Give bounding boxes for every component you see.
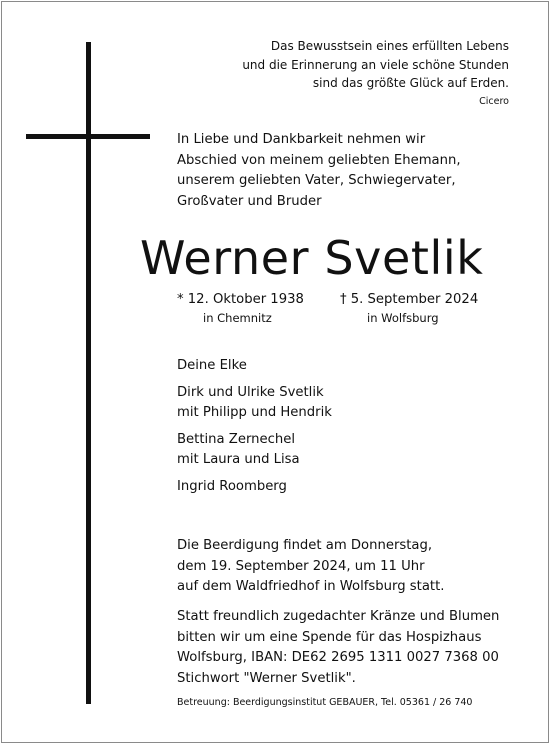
funeral-line: auf dem Waldfriedhof in Wolfsburg statt.	[177, 579, 445, 594]
mourner-line: Dirk und Ulrike Svetlik	[177, 384, 324, 400]
funeral-home-credit: Betreuung: Beerdigungsinstitut GEBAUER, Tel. 05361 / 26 740	[177, 697, 473, 708]
donation-request	[177, 607, 499, 689]
mourner-line: Deine Elke	[177, 358, 247, 373]
cross-horizontal-bar	[26, 134, 150, 139]
birth-place: in Chemnitz	[203, 311, 272, 325]
cross-vertical-bar	[86, 42, 91, 704]
quote-text	[242, 37, 509, 93]
intro-line: In Liebe und Dankbarkeit nehmen wir	[177, 132, 426, 147]
donation-line: bitten wir um eine Spende für das Hospizhaus	[177, 629, 482, 645]
deceased-name: Werner Svetlik	[140, 231, 484, 285]
intro-text	[177, 130, 461, 212]
mourner-line: Ingrid Roomberg	[177, 478, 287, 494]
funeral-line: dem 19. September 2024, um 11 Uhr	[177, 558, 425, 574]
donation-line: Statt freundlich zugedachter Kränze und Blumen	[177, 609, 500, 624]
mourners-list	[177, 356, 332, 503]
death-date: † 5. September 2024	[340, 292, 479, 307]
mourner-line: Bettina Zernechel	[177, 431, 295, 447]
quote-line: sind das größte Glück auf Erden.	[312, 76, 509, 90]
intro-line: Abschied von meinem geliebten Ehemann,	[177, 152, 461, 168]
mourner-group	[177, 383, 332, 424]
donation-line: Wolfsburg, IBAN: DE62 2695 1311 0027 7368 00	[177, 650, 499, 665]
mourner-line: mit Laura und Lisa	[177, 452, 300, 467]
donation-line: Stichwort "Werner Svetlik".	[177, 670, 356, 686]
quote-author: Cicero	[479, 96, 509, 107]
quote-line: Das Bewusstsein eines erfüllten Lebens	[270, 39, 509, 53]
birth-date: * 12. Oktober 1938	[177, 292, 304, 307]
death-place: in Wolfsburg	[367, 311, 439, 325]
mourner-group	[177, 477, 332, 498]
quote-line: und die Erinnerung an viele schöne Stunden	[242, 57, 509, 72]
mourner-group	[177, 356, 332, 377]
mourner-line: mit Philipp und Hendrik	[177, 405, 332, 420]
intro-line: unserem geliebten Vater, Schwiegervater,	[177, 173, 456, 188]
funeral-line: Die Beerdigung findet am Donnerstag,	[177, 538, 433, 553]
intro-line: Großvater und Bruder	[177, 193, 322, 209]
funeral-details	[177, 536, 444, 598]
mourner-group	[177, 430, 332, 471]
